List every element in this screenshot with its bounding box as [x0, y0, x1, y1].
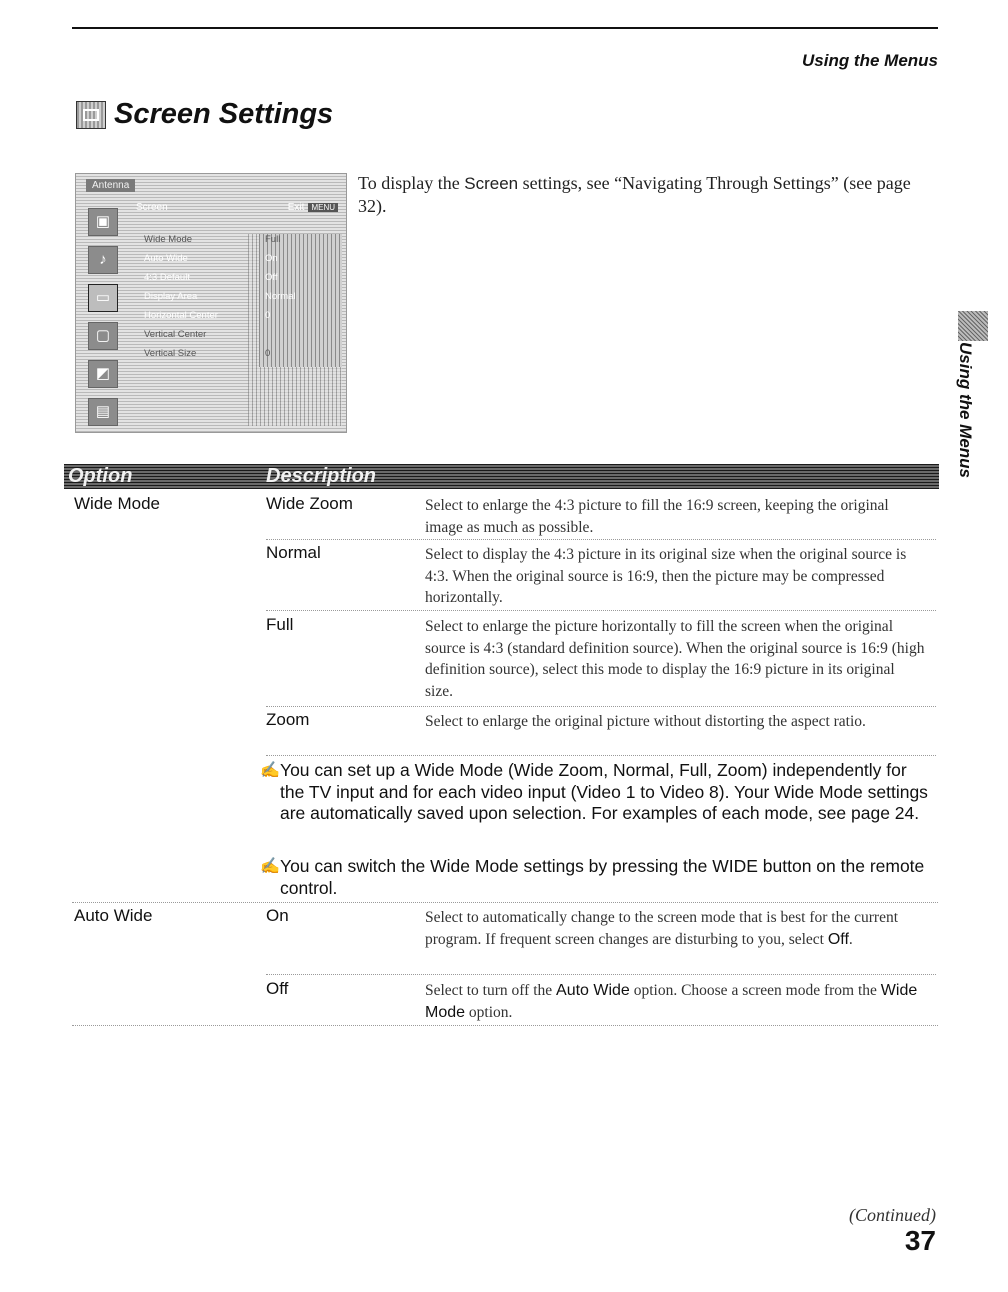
- tv-menu-row: [132, 234, 342, 253]
- tv-menu-row-value: Normal: [259, 291, 342, 310]
- setting-description: [425, 980, 925, 1023]
- tv-menu-row: [132, 253, 342, 272]
- tv-menu-row-label: Horizontal Center: [144, 310, 218, 321]
- note-pencil-icon: ✍: [260, 762, 280, 779]
- option-auto-wide: Auto Wide: [74, 906, 153, 925]
- tv-menu-row-value: [259, 329, 342, 348]
- picture-icon: ▣: [88, 208, 118, 236]
- tv-menu-row: [132, 291, 342, 310]
- tv-menu-row-value: Off: [259, 272, 342, 291]
- intro-text-after: settings, see “Navigating Through Settings” (see page 32).: [358, 173, 911, 216]
- tv-menu-row: [132, 310, 342, 329]
- section-heading: [76, 98, 333, 131]
- note-pencil-icon: ✍: [260, 858, 280, 875]
- setting-description: Select to enlarge the picture horizontally to fill the screen when the original source is 4:3 (standard definition source). When the original source is 16:9 (high definition source), select this mode to display the 16:9 picture in its original size.: [425, 618, 925, 700]
- section-divider: [72, 902, 938, 903]
- tv-menu-row-value: 0: [259, 310, 342, 329]
- description-text: .: [848, 930, 853, 948]
- top-rule: [72, 27, 938, 29]
- tv-menu-row-label: 4:3 Default: [144, 272, 190, 283]
- tv-menu-row-value: 0: [259, 348, 342, 367]
- setting-name: Zoom: [266, 710, 310, 729]
- tv-menu-icon-column: [84, 204, 120, 433]
- description-text: Select to turn off the: [425, 982, 557, 999]
- row-divider: [266, 755, 936, 756]
- tv-menu-screen-label: Screen: [136, 202, 168, 213]
- page-title: Screen Settings: [114, 98, 334, 130]
- header-description: Description: [266, 465, 377, 487]
- option-wide-mode: Wide Mode: [74, 494, 160, 513]
- sound-icon: ♪: [88, 246, 118, 274]
- description-text: option.: [465, 1003, 513, 1021]
- tv-menu-exit: [288, 202, 338, 213]
- screen-icon: ▭: [88, 284, 118, 312]
- tv-menu-exit-label: Exit: [287, 202, 305, 213]
- tv-menu-tab: Antenna: [86, 179, 135, 192]
- description-term: Off: [827, 930, 849, 948]
- setting-name: Full: [266, 615, 294, 634]
- tv-menu-row-value: On: [259, 253, 342, 272]
- note: [260, 760, 930, 825]
- video-icon: ▢: [88, 322, 118, 350]
- setting-name: Wide Zoom: [266, 494, 353, 513]
- setting-description: Select to enlarge the original picture without distorting the aspect ratio.: [425, 713, 866, 730]
- setting-description: [425, 907, 925, 950]
- tv-menu-list: [132, 234, 342, 367]
- setting-name: Off: [266, 979, 289, 998]
- row-divider: [266, 610, 936, 611]
- tv-menu-row-value: Full: [259, 234, 342, 253]
- continued-label: (Continued): [849, 1205, 936, 1225]
- setting-description: Select to display the 4:3 picture in its original size when the original source is 4:3. When the original source is 16:9, then the picture may be compressed horizontally.: [425, 546, 907, 606]
- setting-name: On: [266, 906, 289, 925]
- screen-settings-icon: [76, 101, 106, 129]
- note-text: You can set up a Wide Mode (Wide Zoom, Normal, Full, Zoom) independently for the TV input and for each video input (Video 1 to Video 8). Your Wide Mode settings are automatically saved upon selection. For examples of each mode, see page 24.: [280, 760, 928, 823]
- tv-menu-row: [132, 329, 342, 348]
- tv-menu-screenshot: [75, 173, 347, 433]
- note-text: You can switch the Wide Mode settings by pressing the WIDE button on the remote control.: [280, 856, 925, 898]
- tv-menu-row-label: Wide Mode: [144, 234, 193, 245]
- row-divider: [266, 539, 936, 540]
- running-head: Using the Menus: [801, 51, 938, 70]
- note: [260, 856, 930, 899]
- description-text: Select to automatically change to the screen mode that is best for the current program. If frequent screen changes are disturbing to you, select: [425, 909, 899, 948]
- row-divider: [266, 706, 936, 707]
- tv-menu-exit-key: MENU: [308, 203, 338, 212]
- tv-menu-row-label: Display Area: [144, 291, 198, 302]
- intro-term: Screen: [464, 174, 519, 193]
- tv-menu-row: [132, 272, 342, 291]
- setting-description: Select to enlarge the 4:3 picture to fill the 16:9 screen, keeping the original image as much as possible.: [425, 497, 889, 536]
- setup-icon: ◩: [88, 360, 118, 388]
- parental-icon: ▤: [88, 398, 118, 426]
- tv-menu-row-label: Auto Wide: [144, 253, 188, 264]
- description-term: Auto Wide: [556, 982, 630, 999]
- tv-menu-row-label: Vertical Size: [144, 348, 197, 359]
- side-tab-marker: [958, 311, 988, 341]
- setting-name: Normal: [266, 543, 321, 562]
- intro-text-before: To display the: [358, 173, 465, 193]
- intro-paragraph: [358, 172, 918, 218]
- header-option: Option: [68, 465, 133, 487]
- row-divider: [266, 974, 936, 975]
- description-term: Wide Mode: [425, 982, 918, 1021]
- page-number: 37: [904, 1225, 936, 1256]
- tv-menu-row: [132, 348, 342, 367]
- section-divider: [72, 1025, 938, 1026]
- table-header: [64, 464, 939, 489]
- side-tab-label: Using the Menus: [956, 342, 975, 479]
- tv-menu-row-label: Vertical Center: [144, 329, 207, 340]
- description-text: option. Choose a screen mode from the: [629, 982, 881, 999]
